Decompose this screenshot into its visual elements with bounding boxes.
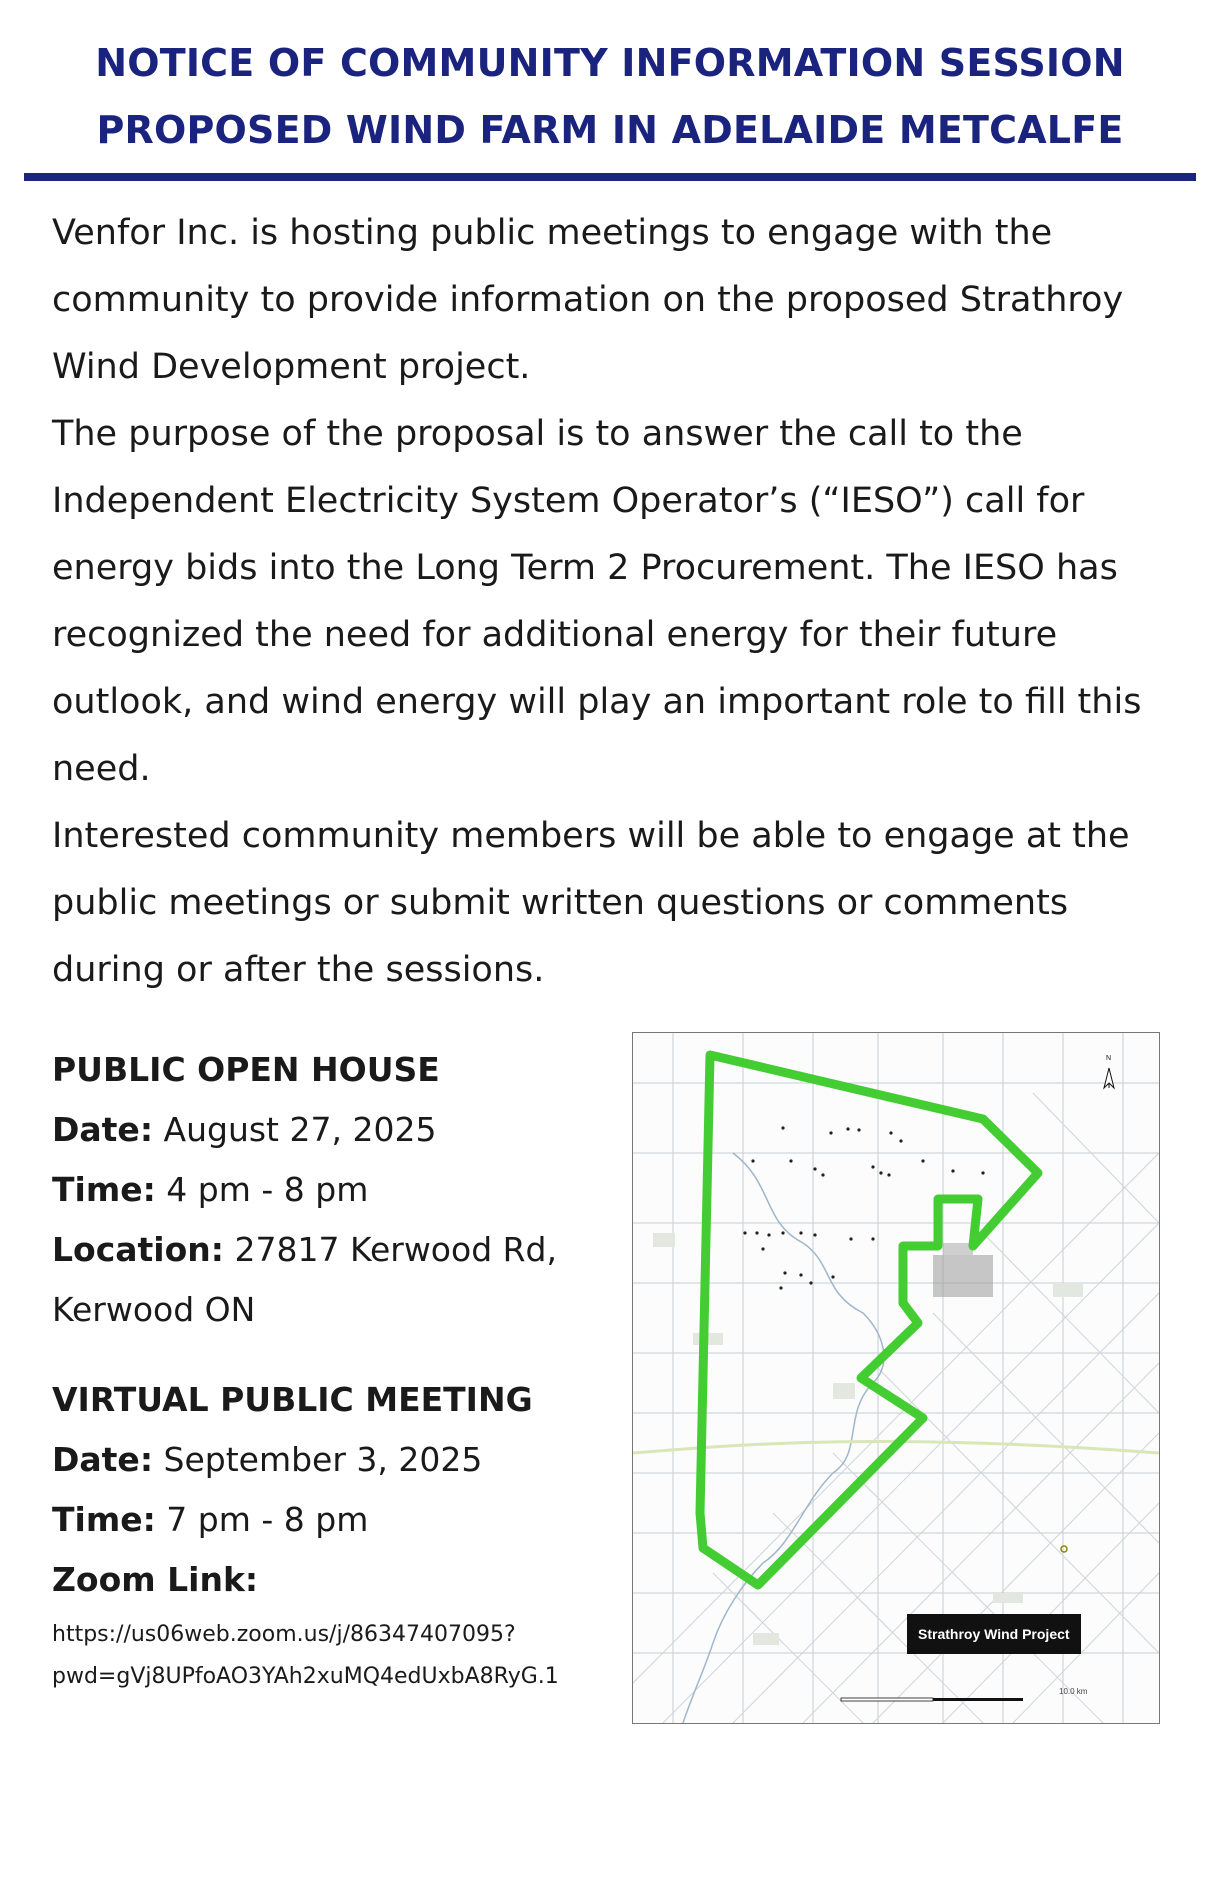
date-label: Date: bbox=[52, 1110, 154, 1149]
scale-bar bbox=[841, 1698, 1023, 1701]
date-value: August 27, 2025 bbox=[163, 1110, 437, 1149]
title-line-2: PROPOSED WIND FARM IN ADELAIDE METCALFE bbox=[96, 108, 1124, 152]
north-label: N bbox=[1106, 1055, 1112, 1062]
zoom-url-line-2[interactable]: pwd=gVj8UPfoAO3YAh2xuMQ4edUxbA8RyG.1 bbox=[52, 1664, 559, 1689]
virtual-meeting-time bbox=[52, 1490, 632, 1550]
time-value: 7 pm - 8 pm bbox=[166, 1500, 369, 1539]
map-scale-label: 10.0 km bbox=[1059, 1687, 1088, 1696]
location-label: Location: bbox=[52, 1230, 224, 1269]
notice-title bbox=[0, 30, 1220, 164]
time-value: 4 pm - 8 pm bbox=[166, 1170, 369, 1209]
title-divider bbox=[24, 173, 1196, 181]
zoom-url-line-1[interactable]: https://us06web.zoom.us/j/86347407095? bbox=[52, 1622, 516, 1647]
intro-paragraph-1: Venfor Inc. is hosting public meetings to engage with the community to provide information on the proposed Strathroy Wind Development project. bbox=[52, 213, 1124, 387]
date-label: Date: bbox=[52, 1440, 154, 1479]
title-line-1: NOTICE OF COMMUNITY INFORMATION SESSION bbox=[95, 41, 1125, 85]
location-value: 27817 Kerwood Rd, bbox=[234, 1230, 557, 1269]
virtual-meeting-date bbox=[52, 1430, 632, 1490]
zoom-link[interactable] bbox=[52, 1614, 632, 1698]
map-project-label: Strathroy Wind Project bbox=[907, 1614, 1081, 1654]
open-house-location-line-2: Kerwood ON bbox=[52, 1290, 256, 1329]
open-house-date bbox=[52, 1100, 632, 1160]
virtual-meeting-heading: VIRTUAL PUBLIC MEETING bbox=[52, 1380, 533, 1419]
intro-paragraph-2: The purpose of the proposal is to answer the call to the Independent Electricity System Operator’s (“IESO”) call for energy bids into the Long Term 2 Procurement. The IESO has recognized the need for additional energy for their future outlook, and wind energy will play an important role to fill this need. bbox=[52, 414, 1142, 789]
open-house-heading: PUBLIC OPEN HOUSE bbox=[52, 1050, 440, 1089]
time-label: Time: bbox=[52, 1170, 156, 1209]
event-details bbox=[52, 1040, 632, 1698]
open-house-time bbox=[52, 1160, 632, 1220]
project-map bbox=[632, 1032, 1160, 1724]
intro-text bbox=[52, 200, 1182, 1004]
zoom-link-label: Zoom Link: bbox=[52, 1560, 259, 1599]
open-house-location bbox=[52, 1220, 632, 1280]
intro-paragraph-3: Interested community members will be able to engage at the public meetings or submit written questions or comments during or after the sessions. bbox=[52, 816, 1130, 990]
date-value: September 3, 2025 bbox=[163, 1440, 483, 1479]
time-label: Time: bbox=[52, 1500, 156, 1539]
